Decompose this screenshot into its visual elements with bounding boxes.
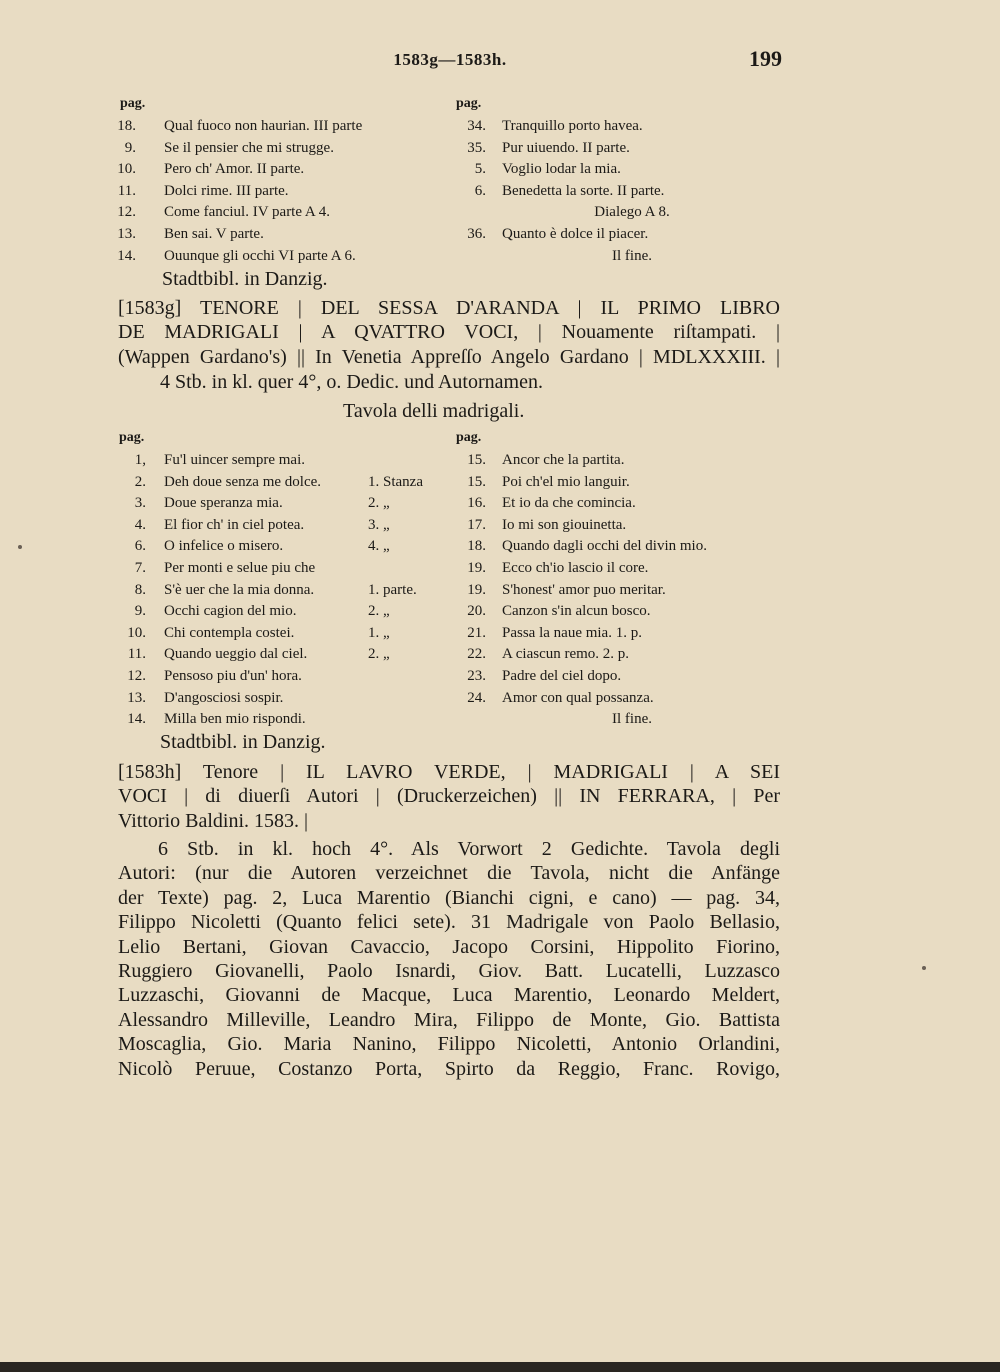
madrigal-title: Canzon s'in alcun bosco. xyxy=(502,603,651,620)
madrigal-title: Chi contempla costei. xyxy=(164,624,295,641)
page-ref: 18. xyxy=(467,538,486,555)
part-note: 4. „ xyxy=(368,538,390,555)
madrigal-title: Il fine. xyxy=(612,247,652,264)
page-ref: 11. xyxy=(117,182,136,199)
madrigal-title: Io mi son giouinetta. xyxy=(502,516,627,533)
madrigal-title: Per monti e selue piu che xyxy=(164,560,316,576)
madrigal-title: Ouunque gli occhi VI parte A 6. xyxy=(164,247,356,264)
madrigal-title: Et io da che comincia. xyxy=(502,495,636,512)
madrigal-title: Dialego A 8. xyxy=(594,204,670,221)
part-note: 2. „ xyxy=(368,495,390,512)
page-ref: 13. xyxy=(117,226,136,242)
page-ref: 17. xyxy=(467,516,486,533)
part-note: 2. „ xyxy=(368,603,390,620)
library-note-1: Stadtbibl. in Danzig. xyxy=(162,268,328,290)
entry-1583h-line: VOCI | di diuerſi Autori | (Druckerzeichen) || IN FERRARA, | Per xyxy=(118,785,780,808)
entry-1583h-desc-line: Moscaglia, Gio. Maria Nanino, Filippo Nicoletti, Antonio Orlandini, xyxy=(118,1033,780,1056)
page-ref: 22. xyxy=(467,646,486,663)
page-ref: 4. xyxy=(134,516,146,533)
page-ref: 8. xyxy=(134,581,146,598)
madrigal-title: S'honest' amor puo meritar. xyxy=(502,581,666,598)
madrigal-title: Come fanciul. IV parte A 4. xyxy=(164,204,330,221)
entry-1583g-line: DE MADRIGALI | A QVATTRO VOCI, | Nouamente riſtampati. | xyxy=(118,321,780,344)
madrigal-title: A ciascun remo. 2. p. xyxy=(502,646,630,663)
madrigal-title: Pur uiuendo. II parte. xyxy=(502,139,630,156)
pag-label-left: pag. xyxy=(119,430,145,445)
entry-1583h-desc-line: Ruggiero Giovanelli, Paolo Isnardi, Giov. Batt. Lucatelli, Luzzasco xyxy=(118,960,780,983)
page-ref: 16. xyxy=(467,495,486,512)
madrigal-title: Doue speranza mia. xyxy=(164,495,283,512)
page-ref: 10. xyxy=(117,161,136,178)
entry-1583h-desc-line: 6 Stb. in kl. hoch 4°. Als Vorwort 2 Gedichte. Tavola degli xyxy=(158,838,780,860)
entry-1583h-line: [1583h] Tenore | IL LAVRO VERDE, | MADRIGALI | A SEI xyxy=(118,761,780,783)
entry-1583g-line: (Wappen Gardano's) || In Venetia Appreſſo Angelo Gardano | MDLXXXIII. | xyxy=(118,345,780,368)
madrigal-title: Passa la naue mia. 1. p. xyxy=(502,624,642,641)
madrigal-title: D'angosciosi sospir. xyxy=(164,689,284,706)
part-note: 2. „ xyxy=(368,646,390,663)
entry-1583h-desc-line: der Texte) pag. 2, Luca Marentio (Bianchi cigni, e cano) — pag. 34, xyxy=(118,886,780,909)
entry-1583h-desc-line: Autori: (nur die Autoren verzeichnet die Tavola, nicht die Anfänge xyxy=(118,862,780,885)
madrigal-title: Poi ch'el mio languir. xyxy=(502,473,630,490)
pag-label-right: pag. xyxy=(456,96,482,111)
page-ref: 24. xyxy=(467,689,486,706)
page-ref: 36. xyxy=(467,226,486,242)
page-ref: 19. xyxy=(467,560,486,576)
madrigal-title: El fior ch' in ciel potea. xyxy=(164,516,305,533)
part-note: 1. Stanza xyxy=(368,473,423,490)
page-ref: 12. xyxy=(127,668,146,684)
entry-1583g-description: 4 Stb. in kl. quer 4°, o. Dedic. und Autornamen. xyxy=(160,371,543,393)
page-ref: 15. xyxy=(467,452,486,468)
paper-speck xyxy=(922,966,926,970)
page-ref: 15. xyxy=(467,473,486,490)
page-ref: 20. xyxy=(467,603,486,620)
madrigal-title: Pero ch' Amor. II parte. xyxy=(164,161,305,178)
page-ref: 9. xyxy=(134,603,146,620)
madrigal-title: Il fine. xyxy=(612,711,652,728)
madrigal-title: Se il pensier che mi strugge. xyxy=(164,139,334,156)
paper-speck xyxy=(18,545,22,549)
madrigal-title: Deh doue senza me dolce. xyxy=(164,473,322,490)
page-ref: 6. xyxy=(134,538,146,555)
page-ref: 14. xyxy=(127,711,146,728)
page-ref: 18. xyxy=(117,118,136,134)
running-header: 1583g—1583h. xyxy=(393,50,507,69)
page-ref: 19. xyxy=(467,581,486,598)
madrigal-title: S'è uer che la mia donna. xyxy=(164,581,315,598)
madrigal-title: Quando ueggio dal ciel. xyxy=(164,646,308,663)
page-ref: 9. xyxy=(124,139,136,156)
entry-1583h-line: Vittorio Baldini. 1583. | xyxy=(118,809,309,832)
madrigal-title: Tranquillo porto havea. xyxy=(502,118,643,134)
entry-1583g xyxy=(118,296,780,369)
page-ref: 14. xyxy=(117,247,136,264)
page-ref: 35. xyxy=(467,139,486,156)
page-ref: 5. xyxy=(474,161,486,178)
page-ref: 2. xyxy=(134,473,146,490)
madrigal-title: Milla ben mio rispondi. xyxy=(164,711,306,728)
madrigal-title: Dolci rime. III parte. xyxy=(164,182,289,199)
madrigal-title: Qual fuoco non haurian. III parte xyxy=(164,118,363,134)
madrigal-title: Pensoso piu d'un' hora. xyxy=(164,668,302,684)
madrigal-title: Ancor che la partita. xyxy=(502,452,625,468)
page-ref: 34. xyxy=(467,118,486,134)
entry-1583h-desc-line: Alessandro Milleville, Leandro Mira, Filippo de Monte, Gio. Battista xyxy=(118,1008,780,1031)
entry-1583h-desc-line: Lelio Bertani, Giovan Cavaccio, Jacopo Corsini, Hippolito Fiorino, xyxy=(118,935,780,958)
page-ref: 11. xyxy=(127,646,146,663)
madrigal-title: Amor con qual possanza. xyxy=(502,689,654,706)
madrigal-title: Padre del ciel dopo. xyxy=(502,668,622,684)
part-note: 1. parte. xyxy=(368,581,417,598)
entry-1583g-line: [1583g] TENORE | DEL SESSA D'ARANDA | IL PRIMO LIBRO xyxy=(118,297,780,319)
page-ref: 23. xyxy=(467,668,486,684)
library-note-2: Stadtbibl. in Danzig. xyxy=(160,731,326,753)
page-ref: 21. xyxy=(467,624,486,641)
entry-1583h-description xyxy=(118,837,780,1081)
entry-1583h xyxy=(118,760,780,833)
page-ref: 10. xyxy=(127,624,146,641)
page-ref: 1, xyxy=(134,452,146,468)
page-number: 199 xyxy=(749,46,782,71)
madrigal-title: Quanto è dolce il piacer. xyxy=(502,226,649,242)
madrigal-title: Benedetta la sorte. II parte. xyxy=(502,182,665,199)
entry-1583h-desc-line: Nicolò Peruue, Costanzo Porta, Spirto da Reggio, Franc. Rovigo, xyxy=(118,1057,780,1080)
madrigal-title: Voglio lodar la mia. xyxy=(502,161,621,178)
tavola-title: Tavola delli madrigali. xyxy=(343,400,525,422)
part-note: 1. „ xyxy=(368,624,390,641)
pag-label-left: pag. xyxy=(120,96,146,111)
madrigal-title: Quando dagli occhi del divin mio. xyxy=(502,538,707,555)
madrigal-title: O infelice o misero. xyxy=(164,538,284,555)
page-ref: 13. xyxy=(127,689,146,706)
page-ref: 3. xyxy=(134,495,146,512)
page-ref: 6. xyxy=(474,182,486,199)
part-note: 3. „ xyxy=(368,516,390,533)
entry-1583h-desc-line: Filippo Nicoletti (Quanto felici sete). 31 Madrigale von Paolo Bellasio, xyxy=(118,911,780,934)
madrigal-title: Ben sai. V parte. xyxy=(164,226,264,242)
madrigal-title: Ecco ch'io lascio il core. xyxy=(502,560,649,576)
scan-edge xyxy=(0,1362,1000,1372)
page-ref: 12. xyxy=(117,204,136,221)
madrigal-title: Fu'l uincer sempre mai. xyxy=(164,452,305,468)
madrigal-title: Occhi cagion del mio. xyxy=(164,603,297,620)
entry-1583h-desc-line: Luzzaschi, Giovanni de Macque, Luca Marentio, Leonardo Meldert, xyxy=(118,984,780,1007)
page-ref: 7. xyxy=(134,560,146,576)
pag-label-right: pag. xyxy=(456,430,482,445)
